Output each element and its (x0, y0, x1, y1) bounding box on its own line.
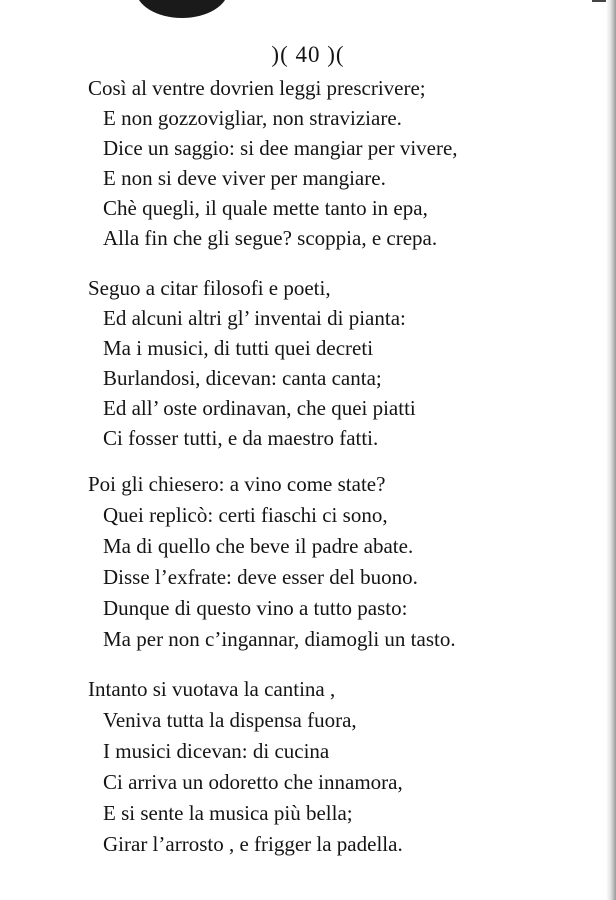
verse-line: Ci fosser tutti, e da maestro fatti. (103, 426, 379, 450)
verse-line: I musici dicevan: di cucina (103, 739, 330, 763)
verse-line: Dice un saggio: si dee mangiar per vivere, (103, 136, 458, 160)
verse-line: Poi gli chiesero: a vino come state? (88, 472, 386, 496)
verse-line: Ed all’ oste ordinavan, che quei piatti (103, 396, 416, 420)
verse-line: Ma per non c’ingannar, diamogli un tasto. (103, 627, 456, 651)
verse-line: Ma di quello che beve il padre abate. (103, 534, 414, 558)
verse-line: Intanto si vuotava la cantina , (88, 677, 336, 701)
verse-line: Ma i musici, di tutti quei decreti (103, 336, 374, 360)
verse-line: Alla fin che gli segue? scoppia, e crepa. (103, 226, 438, 250)
verse-line: E si sente la musica più bella; (103, 801, 353, 825)
verse-line: Disse l’exfrate: deve esser del buono. (103, 565, 418, 589)
verse-line: Burlandosi, dicevan: canta canta; (103, 366, 382, 390)
verse-line: Girar l’arrosto , e frigger la padella. (103, 832, 403, 856)
verse-line: Veniva tutta la dispensa fuora, (103, 708, 357, 732)
verse-line: Chè quegli, il quale mette tanto in epa, (103, 196, 428, 220)
verse-line: Ci arriva un odoretto che innamora, (103, 770, 403, 794)
verse-line: Così al ventre dovrien leggi prescrivere; (88, 76, 426, 100)
verse-line: Ed alcuni altri gl’ inventai di pianta: (103, 306, 406, 330)
verse-line: Dunque di questo vino a tutto pasto: (103, 596, 408, 620)
page-number-header: )( 40 )( (271, 42, 345, 67)
verse-line: Quei replicò: certi fiaschi ci sono, (103, 503, 388, 527)
verse-line: E non si deve viver per mangiare. (103, 166, 386, 190)
verse-line: Seguo a citar filosofi e poeti, (88, 276, 331, 300)
verse-line: E non gozzovigliar, non straviziare. (103, 106, 402, 130)
page-edge-mark (592, 0, 606, 2)
page-edge-shadow (606, 0, 616, 900)
ink-blot (136, 0, 228, 18)
